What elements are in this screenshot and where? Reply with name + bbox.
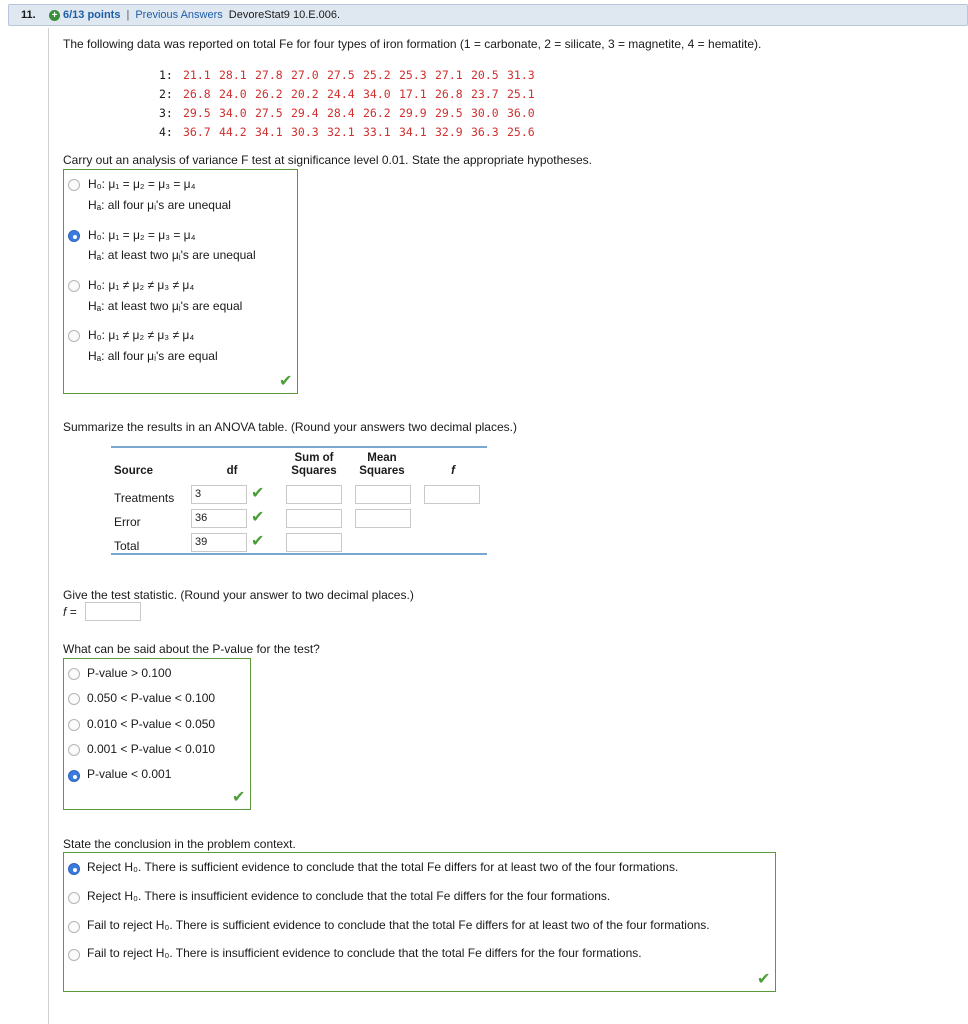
data-value: 25.3 — [399, 68, 427, 82]
data-value: 27.8 — [255, 68, 283, 82]
data-row — [159, 66, 543, 85]
data-value: 25.6 — [507, 125, 535, 139]
test-stat-input[interactable] — [85, 602, 141, 621]
data-value: 34.0 — [363, 87, 391, 101]
data-value: 26.8 — [435, 87, 463, 101]
data-table — [159, 66, 543, 142]
anova-treatments-df-input[interactable]: 3 — [191, 485, 247, 504]
pvalue-radio-3[interactable] — [68, 719, 80, 731]
hypothesis-h0-4: H₀: μ₁ ≠ μ₂ ≠ μ₃ ≠ μ₄ — [88, 328, 195, 342]
hypothesis-prompt: Carry out an analysis of variance F test at significance level 0.01. State the appropriate hypotheses. — [63, 153, 592, 167]
data-value: 25.1 — [507, 87, 535, 101]
correct-check-icon: ✔ — [251, 533, 265, 550]
data-value: 26.8 — [183, 87, 211, 101]
data-value: 27.5 — [255, 106, 283, 120]
data-row — [159, 104, 543, 123]
anova-header-f: f — [451, 465, 455, 477]
data-value: 33.1 — [363, 125, 391, 139]
hypothesis-radio-3[interactable] — [68, 280, 80, 292]
anova-header-df: df — [226, 465, 238, 477]
header-separator: | — [126, 9, 130, 21]
data-value: 34.1 — [255, 125, 283, 139]
data-value: 28.1 — [219, 68, 247, 82]
pvalue-options-box — [63, 658, 251, 810]
conclusion-radio-3[interactable] — [68, 921, 80, 933]
data-value: 32.9 — [435, 125, 463, 139]
data-value: 26.2 — [363, 106, 391, 120]
data-value: 30.3 — [291, 125, 319, 139]
pvalue-option-5: P-value < 0.001 — [87, 767, 172, 781]
row-label: 4: — [159, 125, 173, 139]
pvalue-option-3: 0.010 < P-value < 0.050 — [87, 717, 216, 731]
question-header — [8, 4, 968, 26]
anova-top-rule — [111, 446, 487, 448]
data-row — [159, 123, 543, 142]
data-value: 17.1 — [399, 87, 427, 101]
anova-error-ms-input[interactable] — [355, 509, 411, 528]
row-label: 2: — [159, 87, 173, 101]
data-value: 30.0 — [471, 106, 499, 120]
data-value: 27.1 — [435, 68, 463, 82]
hypothesis-ha-4: Hₐ: all four μᵢ's are equal — [88, 349, 218, 363]
conclusion-radio-2[interactable] — [68, 892, 80, 904]
previous-answers-link[interactable]: Previous Answers — [135, 9, 223, 21]
conclusion-option-3: Fail to reject H₀. There is sufficient evidence to conclude that the total Fe differs for at least two of the four formations. — [87, 918, 710, 932]
data-value: 20.5 — [471, 68, 499, 82]
question-number: 11. — [21, 9, 36, 21]
data-value: 36.0 — [507, 106, 535, 120]
data-value: 24.4 — [327, 87, 355, 101]
conclusion-radio-4[interactable] — [68, 949, 80, 961]
anova-prompt: Summarize the results in an ANOVA table. (Round your answers two decimal places.) — [63, 420, 517, 434]
conclusion-option-2: Reject H₀. There is insufficient evidence to conclude that the total Fe differs for the four formations. — [87, 889, 611, 903]
anova-treatments-ss-input[interactable] — [286, 485, 342, 504]
pvalue-option-1: P-value > 0.100 — [87, 666, 172, 680]
intro-text: The following data was reported on total Fe for four types of iron formation (1 = carbonate, 2 = silicate, 3 = magnetite, 4 = hematite). — [63, 37, 762, 51]
anova-header-ms-top: Mean — [367, 452, 397, 464]
hypothesis-ha-1: Hₐ: all four μᵢ's are unequal — [88, 198, 231, 212]
data-row — [159, 85, 543, 104]
data-value: 29.5 — [183, 106, 211, 120]
points-score: 6/13 points — [63, 9, 121, 21]
data-value: 36.3 — [471, 125, 499, 139]
data-value: 25.2 — [363, 68, 391, 82]
test-stat-label: f = — [63, 605, 77, 619]
data-value: 23.7 — [471, 87, 499, 101]
data-value: 31.3 — [507, 68, 535, 82]
anova-row-treatments-label: Treatments — [114, 491, 175, 505]
test-stat-prompt: Give the test statistic. (Round your answer to two decimal places.) — [63, 588, 414, 602]
hypothesis-h0-2: H₀: μ₁ = μ₂ = μ₃ = μ₄ — [88, 228, 196, 242]
data-value: 32.1 — [327, 125, 355, 139]
data-value: 44.2 — [219, 125, 247, 139]
data-value: 34.1 — [399, 125, 427, 139]
anova-error-ss-input[interactable] — [286, 509, 342, 528]
anova-total-ss-input[interactable] — [286, 533, 342, 552]
pvalue-radio-1[interactable] — [68, 668, 80, 680]
anova-header-ss-top: Sum of — [294, 452, 334, 464]
anova-row-error-label: Error — [114, 515, 141, 529]
hypothesis-h0-1: H₀: μ₁ = μ₂ = μ₃ = μ₄ — [88, 177, 196, 191]
data-value: 20.2 — [291, 87, 319, 101]
pvalue-option-4: 0.001 < P-value < 0.010 — [87, 742, 216, 756]
book-reference: DevoreStat9 10.E.006. — [228, 9, 341, 21]
expand-plus-icon[interactable]: + — [49, 10, 60, 21]
hypothesis-h0-3: H₀: μ₁ ≠ μ₂ ≠ μ₃ ≠ μ₄ — [88, 278, 195, 292]
data-value: 27.0 — [291, 68, 319, 82]
data-value: 34.0 — [219, 106, 247, 120]
data-value: 21.1 — [183, 68, 211, 82]
hypothesis-radio-1[interactable] — [68, 179, 80, 191]
anova-treatments-ms-input[interactable] — [355, 485, 411, 504]
row-label: 1: — [159, 68, 173, 82]
anova-row-total-label: Total — [114, 539, 140, 553]
anova-total-df-input[interactable]: 39 — [191, 533, 247, 552]
row-label: 3: — [159, 106, 173, 120]
hypothesis-ha-3: Hₐ: at least two μᵢ's are equal — [88, 299, 243, 313]
correct-check-icon: ✔ — [232, 789, 246, 806]
hypothesis-radio-2[interactable] — [68, 230, 80, 242]
data-value: 24.0 — [219, 87, 247, 101]
data-value: 28.4 — [327, 106, 355, 120]
conclusion-option-4: Fail to reject H₀. There is insufficient evidence to conclude that the total Fe differs for the four formations. — [87, 946, 642, 960]
data-value: 29.5 — [435, 106, 463, 120]
data-value: 27.5 — [327, 68, 355, 82]
correct-check-icon: ✔ — [279, 373, 293, 390]
data-value: 26.2 — [255, 87, 283, 101]
conclusion-prompt: State the conclusion in the problem context. — [63, 837, 296, 851]
pvalue-radio-4[interactable] — [68, 744, 80, 756]
data-value: 29.4 — [291, 106, 319, 120]
correct-check-icon: ✔ — [757, 971, 771, 988]
anova-treatments-f-input[interactable] — [424, 485, 480, 504]
left-margin-line — [48, 28, 49, 1024]
pvalue-prompt: What can be said about the P-value for the test? — [63, 642, 320, 656]
conclusion-option-1: Reject H₀. There is sufficient evidence to conclude that the total Fe differs for at least two of the four formations. — [87, 860, 679, 874]
correct-check-icon: ✔ — [251, 485, 265, 502]
hypothesis-ha-2: Hₐ: at least two μᵢ's are unequal — [88, 248, 256, 262]
anova-header-source: Source — [114, 465, 153, 477]
correct-check-icon: ✔ — [251, 509, 265, 526]
anova-error-df-input[interactable]: 36 — [191, 509, 247, 528]
data-value: 36.7 — [183, 125, 211, 139]
anova-bottom-rule — [111, 553, 487, 555]
data-value: 29.9 — [399, 106, 427, 120]
pvalue-radio-2[interactable] — [68, 693, 80, 705]
hypothesis-radio-4[interactable] — [68, 330, 80, 342]
anova-header-ms-bottom: Squares — [359, 465, 405, 477]
anova-header-ss-bottom: Squares — [291, 465, 337, 477]
pvalue-option-2: 0.050 < P-value < 0.100 — [87, 691, 216, 705]
pvalue-radio-5[interactable] — [68, 770, 80, 782]
conclusion-radio-1[interactable] — [68, 863, 80, 875]
